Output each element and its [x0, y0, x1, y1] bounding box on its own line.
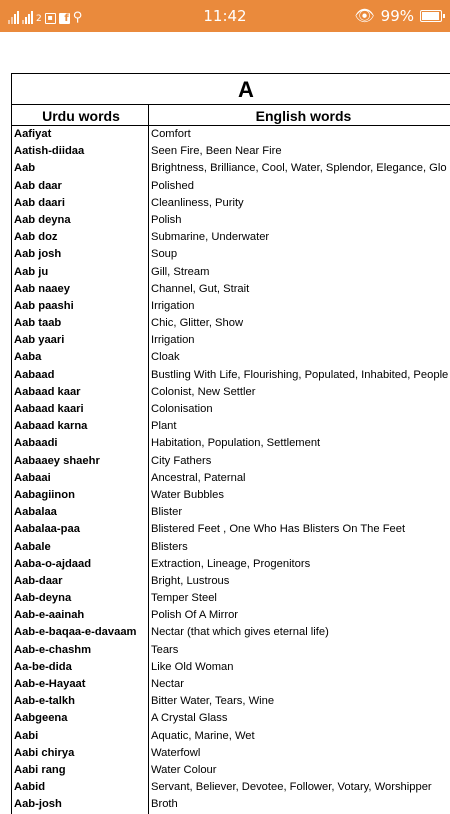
urdu-word: Aab-e-Hayaat	[12, 676, 149, 693]
english-meaning: Irrigation	[151, 299, 195, 312]
english-meaning: Broth	[151, 798, 178, 811]
urdu-word: Aab yaari	[12, 332, 149, 349]
urdu-word: Aaba-o-ajdaad	[12, 556, 149, 573]
urdu-word: Aabaai	[12, 470, 149, 487]
urdu-word: Aab josh	[12, 246, 149, 263]
english-column-header: English words	[255, 108, 352, 124]
urdu-word: Aabgeena	[12, 710, 149, 727]
table-row[interactable]	[12, 143, 450, 160]
english-meaning: Blister	[151, 506, 183, 519]
table-row[interactable]	[12, 710, 450, 727]
table-row[interactable]	[12, 298, 450, 315]
facebook-icon: f	[59, 13, 70, 24]
urdu-word: Aatish-diidaa	[12, 143, 149, 160]
urdu-word: Aabi	[12, 728, 149, 745]
table-row[interactable]	[12, 332, 450, 349]
urdu-word: Aaba	[12, 349, 149, 366]
usb-icon: ⚲	[72, 10, 83, 25]
urdu-word: Aab-e-talkh	[12, 693, 149, 710]
urdu-word: Aab ju	[12, 264, 149, 281]
english-meaning: Aquatic, Marine, Wet	[151, 729, 255, 742]
table-row[interactable]	[12, 487, 450, 504]
table-row[interactable]	[12, 264, 450, 281]
english-meaning: Temper Steel	[151, 592, 217, 605]
english-meaning: Cleanliness, Purity	[151, 196, 244, 209]
table-row[interactable]	[12, 590, 450, 607]
english-meaning: Blisters	[151, 540, 188, 553]
english-meaning: Ancestral, Paternal	[151, 471, 246, 484]
urdu-word: Aabi chirya	[12, 745, 149, 762]
table-row[interactable]	[12, 779, 450, 796]
english-meaning: Waterfowl	[151, 746, 201, 759]
urdu-word: Aab	[12, 160, 149, 177]
table-row[interactable]	[12, 246, 450, 263]
table-row[interactable]	[12, 418, 450, 435]
urdu-word: Aab daar	[12, 178, 149, 195]
english-meaning: A Crystal Glass	[151, 712, 228, 725]
english-meaning: Water Bubbles	[151, 488, 224, 501]
table-row[interactable]	[12, 453, 450, 470]
status-right-icons	[354, 7, 442, 25]
table-row[interactable]	[12, 624, 450, 641]
urdu-word: Aabaad kaari	[12, 401, 149, 418]
english-meaning: Bright, Lustrous	[151, 574, 230, 587]
table-row[interactable]	[12, 401, 450, 418]
english-meaning: Servant, Believer, Devotee, Follower, Votary, Worshipper	[151, 781, 432, 794]
urdu-word: Aabaad	[12, 367, 149, 384]
english-meaning: Extraction, Lineage, Progenitors	[151, 557, 311, 570]
urdu-word: Aab-josh	[12, 796, 149, 813]
urdu-word: Aab-e-chashm	[12, 642, 149, 659]
table-row[interactable]	[12, 349, 450, 366]
english-meaning: Blistered Feet , One Who Has Blisters On The Feet	[151, 523, 406, 536]
urdu-word: Aabagiinon	[12, 487, 149, 504]
table-row[interactable]	[12, 504, 450, 521]
english-meaning: Polished	[151, 179, 194, 192]
english-meaning: Plant	[151, 420, 177, 433]
urdu-word: Aab-e-aainah	[12, 607, 149, 624]
gallery-icon: ▪	[45, 13, 56, 24]
english-meaning: Colonist, New Settler	[151, 385, 256, 398]
english-meaning: Submarine, Underwater	[151, 231, 270, 244]
sim-label: 2	[36, 14, 42, 24]
table-row[interactable]	[12, 728, 450, 745]
table-row[interactable]	[12, 693, 450, 710]
urdu-column-header: Urdu words	[12, 105, 149, 125]
battery-percent: 99%	[380, 7, 414, 25]
urdu-word: Aabaad karna	[12, 418, 149, 435]
english-meaning: City Fathers	[151, 454, 212, 467]
table-row[interactable]	[12, 281, 450, 298]
table-row[interactable]	[12, 539, 450, 556]
dictionary-sheet	[11, 73, 450, 814]
table-row[interactable]	[12, 521, 450, 538]
table-row[interactable]	[12, 745, 450, 762]
english-meaning: Polish	[151, 213, 182, 226]
table-row[interactable]	[12, 315, 450, 332]
urdu-word: Aabaad kaar	[12, 384, 149, 401]
urdu-word: Aabaadi	[12, 435, 149, 452]
urdu-word: Aabalaa	[12, 504, 149, 521]
urdu-word: Aabale	[12, 539, 149, 556]
english-meaning: Colonisation	[151, 403, 213, 415]
eye-icon: 👁	[354, 6, 375, 25]
table-row[interactable]	[12, 126, 450, 143]
table-row[interactable]	[12, 573, 450, 590]
english-meaning: Soup	[151, 248, 178, 261]
battery-icon	[420, 10, 442, 22]
english-meaning: Bustling With Life, Flourishing, Populated, Inhabited, People	[151, 368, 449, 381]
table-row[interactable]	[12, 178, 450, 195]
urdu-word: Aabid	[12, 779, 149, 796]
table-row[interactable]	[12, 556, 450, 573]
status-bar	[0, 0, 450, 32]
urdu-word: Aab-e-baqaa-e-davaam	[12, 624, 149, 641]
urdu-word: Aab doz	[12, 229, 149, 246]
english-meaning: Polish Of A Mirror	[151, 609, 239, 622]
english-meaning: Like Old Woman	[151, 660, 234, 673]
urdu-word: Aabaaey shaehr	[12, 453, 149, 470]
urdu-word: Aab naaey	[12, 281, 149, 298]
urdu-word: Aab deyna	[12, 212, 149, 229]
english-meaning: Channel, Gut, Strait	[151, 282, 250, 295]
table-row[interactable]	[12, 470, 450, 487]
urdu-word: Aab taab	[12, 315, 149, 332]
english-meaning: Irrigation	[151, 334, 195, 347]
urdu-word: Aab daari	[12, 195, 149, 212]
table-row[interactable]	[12, 435, 450, 452]
word-rows	[12, 126, 450, 814]
urdu-word: Aabi rang	[12, 762, 149, 779]
table-row[interactable]	[12, 384, 450, 401]
table-row[interactable]	[12, 212, 450, 229]
table-row[interactable]	[12, 607, 450, 624]
table-row[interactable]	[12, 229, 450, 246]
english-meaning: Gill, Stream	[151, 265, 210, 278]
english-meaning: Tears	[151, 643, 179, 656]
english-meaning: Nectar (that which gives eternal life)	[151, 626, 329, 639]
table-row[interactable]	[12, 195, 450, 212]
table-row[interactable]	[12, 642, 450, 659]
table-row[interactable]	[12, 796, 450, 813]
english-meaning: Nectar	[151, 678, 184, 690]
status-time: 11:42	[203, 7, 247, 25]
table-row[interactable]	[12, 762, 450, 779]
header-row	[12, 105, 450, 126]
table-row[interactable]	[12, 160, 450, 177]
urdu-word: Aafiyat	[12, 126, 149, 143]
table-row[interactable]	[12, 676, 450, 693]
english-meaning: Cloak	[151, 351, 180, 364]
urdu-word: Aa-be-dida	[12, 659, 149, 676]
english-meaning: Chic, Glitter, Show	[151, 317, 244, 330]
urdu-word: Aab-daar	[12, 573, 149, 590]
urdu-word: Aab-deyna	[12, 590, 149, 607]
urdu-word: Aabalaa-paa	[12, 521, 149, 538]
english-meaning: Bitter Water, Tears, Wine	[151, 695, 275, 708]
english-meaning: Brightness, Brilliance, Cool, Water, Splendor, Elegance, Glo	[151, 162, 447, 175]
english-meaning: Seen Fire, Been Near Fire	[151, 145, 282, 158]
table-row[interactable]	[12, 367, 450, 384]
urdu-word: Aab paashi	[12, 298, 149, 315]
english-meaning: Comfort	[151, 128, 191, 140]
english-meaning: Water Colour	[151, 763, 217, 776]
table-row[interactable]	[12, 659, 450, 676]
english-meaning: Habitation, Population, Settlement	[151, 437, 321, 450]
letter-heading: A	[12, 74, 450, 105]
